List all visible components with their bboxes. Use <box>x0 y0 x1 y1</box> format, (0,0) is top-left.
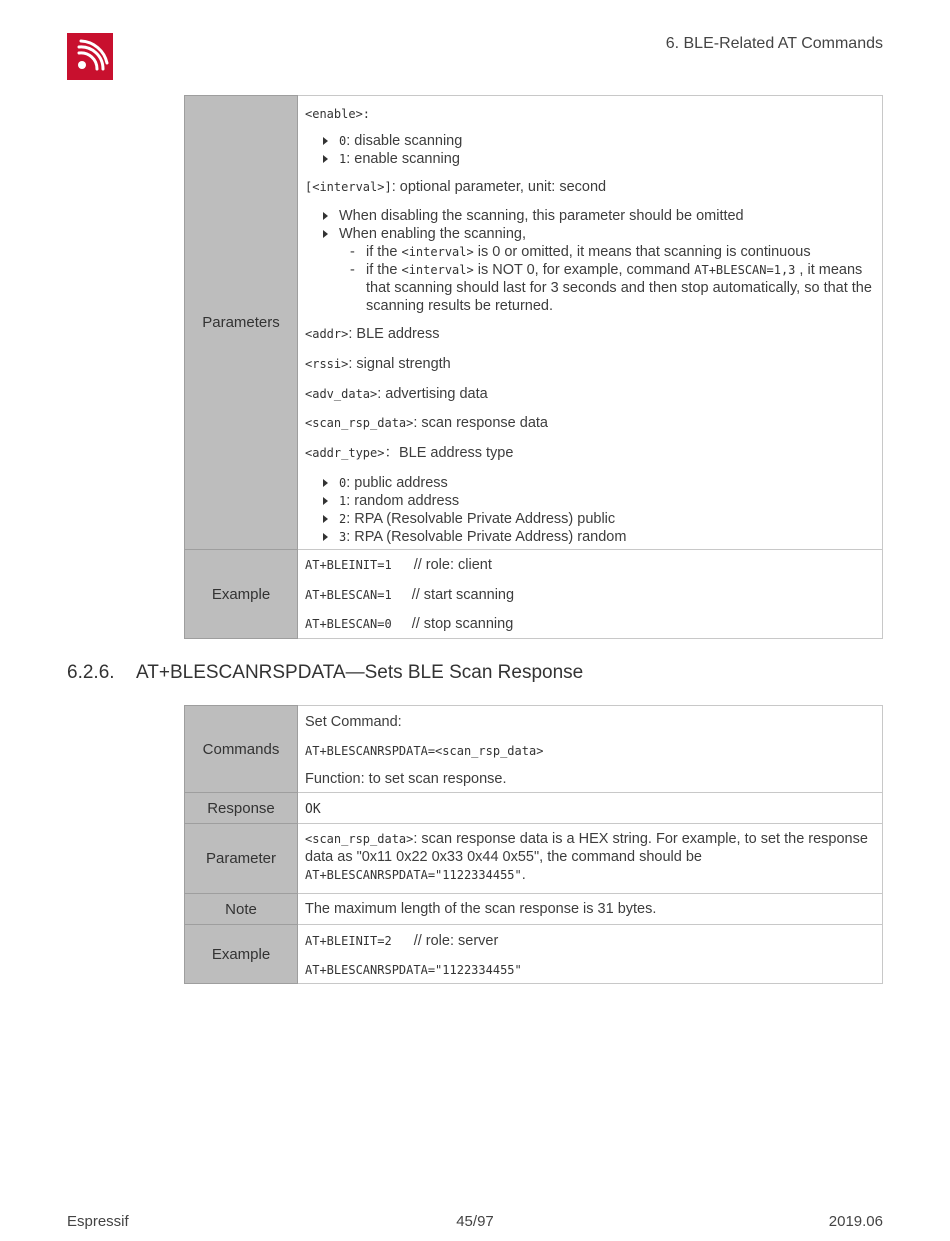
parameter-label: Parameter <box>185 824 298 894</box>
bullet-icon <box>323 212 328 220</box>
commands-content <box>298 706 883 793</box>
adv-data-param: <adv_data>: advertising data <box>305 386 488 402</box>
parameter-text: <scan_rsp_data>: scan response data is a HEX string. For example, to set the response data as "0x11 0x22 0x33 0x44 0x55", the command should be AT+BLESCANRSPDATA="1122334455". <box>305 831 868 883</box>
response-value: OK <box>305 801 321 817</box>
sub-list-item: - if the <interval> is NOT 0, for example, command AT+BLESCAN=1,3 , it means that scanning should last for 3 seconds and then stop automatically, so that the scanning results be returned. <box>350 262 872 314</box>
list-item: 0: disable scanning <box>305 132 875 150</box>
response-content <box>298 793 883 824</box>
header-title: 6. BLE-Related AT Commands <box>665 35 883 52</box>
list-item: 2: RPA (Resolvable Private Address) public <box>305 510 875 528</box>
example-content <box>298 925 883 984</box>
example-line: AT+BLESCAN=0 // stop scanning <box>305 616 514 632</box>
parameter-content <box>298 824 883 894</box>
list-item: 3: RPA (Resolvable Private Address) random <box>305 528 875 546</box>
example-line: AT+BLESCAN=1 // start scanning <box>305 587 515 603</box>
note-label: Note <box>185 894 298 925</box>
set-command-code: AT+BLESCANRSPDATA=<scan_rsp_data> <box>305 744 544 758</box>
note-content <box>298 894 883 925</box>
rssi-param: <rssi>: signal strength <box>305 356 451 372</box>
response-label: Response <box>185 793 298 824</box>
commands-label: Commands <box>185 706 298 793</box>
example-content <box>298 550 883 639</box>
section-number: 6.2.6. <box>67 662 115 683</box>
sub-list-item: - if the <interval> is 0 or omitted, it means that scanning is continuous <box>350 244 811 260</box>
addr-param: <addr>: BLE address <box>305 326 440 342</box>
espressif-logo-icon <box>67 33 113 80</box>
addr-type-param: <addr_type>：BLE address type <box>305 445 514 461</box>
list-item: When disabling the scanning, this parameter should be omitted <box>305 207 875 225</box>
example-label: Example <box>185 550 298 639</box>
parameters-table <box>184 95 883 639</box>
footer-company: Espressif <box>67 1213 129 1230</box>
list-item: 0: public address <box>305 474 875 492</box>
parameters-label: Parameters <box>185 96 298 550</box>
function-text: Function: to set scan response. <box>305 771 507 787</box>
bullet-icon <box>323 479 328 487</box>
example-line: AT+BLESCANRSPDATA="1122334455" <box>305 963 522 977</box>
parameters-content <box>298 96 883 550</box>
section-title: AT+BLESCANRSPDATA—Sets BLE Scan Response <box>136 662 584 683</box>
scan-rsp-data-param: <scan_rsp_data>: scan response data <box>305 415 548 431</box>
set-command-label: Set Command: <box>305 714 402 730</box>
bullet-icon <box>323 137 328 145</box>
list-item: 1: random address <box>305 492 875 510</box>
list-item: 1: enable scanning <box>305 150 875 168</box>
interval-param: [<interval>]: optional parameter, unit: second <box>305 179 607 195</box>
list-item: When enabling the scanning, <box>305 225 875 243</box>
bullet-icon <box>323 515 328 523</box>
bullet-icon <box>323 230 328 238</box>
enable-param: <enable>: <box>305 107 371 121</box>
example-line: AT+BLEINIT=2 // role: server <box>305 933 499 949</box>
footer-date: 2019.06 <box>828 1213 883 1230</box>
bullet-icon <box>323 155 328 163</box>
command-table <box>184 705 883 984</box>
bullet-icon <box>323 497 328 505</box>
example-label: Example <box>185 925 298 984</box>
note-text: The maximum length of the scan response is 31 bytes. <box>305 901 657 917</box>
section-heading <box>67 662 583 684</box>
footer-page-number: 45/97 <box>456 1213 494 1230</box>
bullet-icon <box>323 533 328 541</box>
example-line: AT+BLEINIT=1 // role: client <box>305 557 492 573</box>
